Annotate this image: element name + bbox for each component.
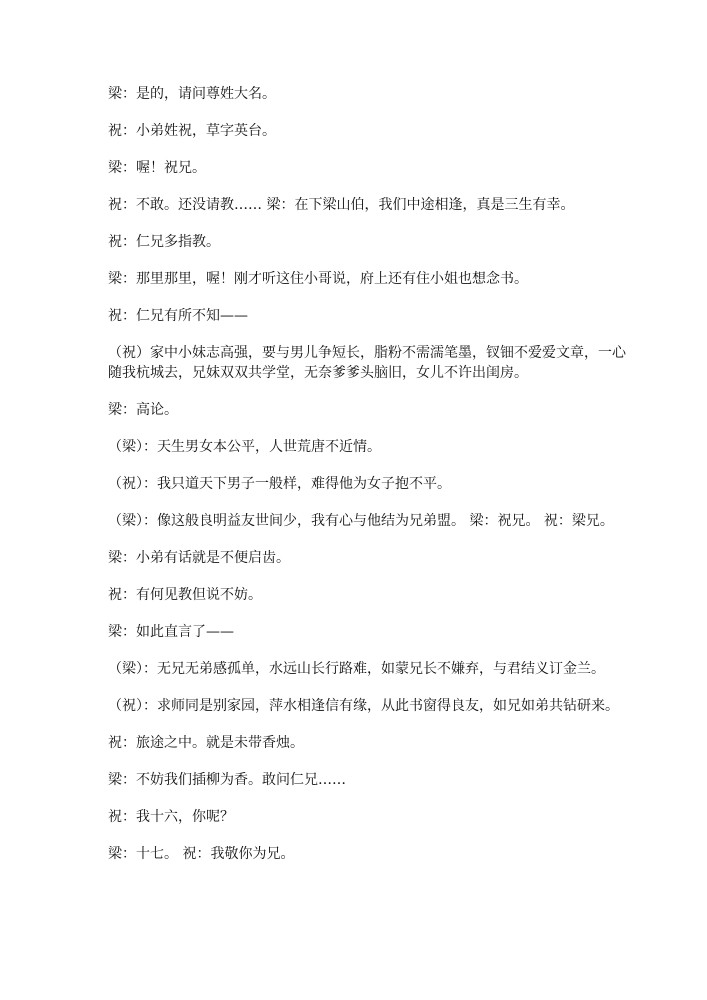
dialogue-line: 祝：我十六，你呢？ [108,809,234,825]
dialogue-line: 梁：如此直言了—— [108,624,234,640]
dialogue-text [108,84,628,864]
dialogue-line: 梁：喔！祝兄。 [108,160,206,176]
dialogue-line: （梁）：天生男女本公平，人世荒唐不近情。 [108,439,381,455]
dialogue-line: 梁：十七。 祝：我敬你为兄。 [108,846,295,862]
dialogue-line: （祝）：求师同是别家园，萍水相逢信有缘，从此书窗得良友，如兄如弟共钻研来。 [108,698,619,714]
dialogue-line: （祝）家中小妹志高强，要与男儿争短长，脂粉不需濡笔墨，钗钿不爱爱文章，一心随我杭城去，兄妹双双共学堂，无奈爹爹头脑旧，女儿不许出闺房。 [108,345,626,381]
dialogue-line: 祝：旅途之中。就是未带香烛。 [108,735,304,751]
dialogue-line: 梁：是的，请问尊姓大名。 [108,86,276,102]
dialogue-line: 梁：不妨我们插柳为香。敢问仁兄…… [108,772,346,788]
dialogue-line: 祝：有何见教但说不妨。 [108,587,262,603]
dialogue-line: （祝）：我只道天下男子一般样，难得他为女子抱不平。 [108,476,451,492]
dialogue-line: 梁：高论。 [108,402,178,418]
dialogue-line: （梁）：像这般良明益友世间少，我有心与他结为兄弟盟。 梁：祝兄。 祝：梁兄。 [108,513,614,529]
dialogue-line: 祝：仁兄有所不知—— [108,308,248,324]
dialogue-line: 梁：小弟有话就是不便启齿。 [108,550,290,566]
dialogue-line: 祝：不敢。还没请教…… 梁：在下梁山伯，我们中途相逢，真是三生有幸。 [108,197,575,213]
dialogue-line: 祝：小弟姓祝，草字英台。 [108,123,276,139]
dialogue-line: 梁：那里那里，喔！刚才听这住小哥说，府上还有住小姐也想念书。 [108,271,528,287]
dialogue-line: （梁）：无兄无弟感孤单，水远山长行路难，如蒙兄长不嫌弃，与君结义订金兰。 [108,661,605,677]
dialogue-line: 祝：仁兄多指教。 [108,234,220,250]
